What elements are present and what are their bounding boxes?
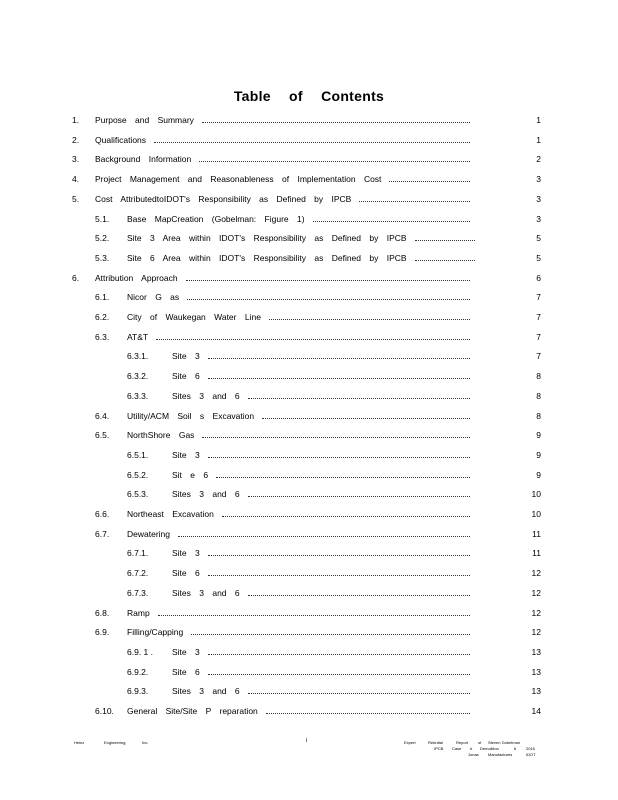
footer-report-title: of xyxy=(478,740,482,745)
toc-leader-dots xyxy=(202,122,470,123)
toc-entry-number: 4. xyxy=(72,174,80,185)
toc-entry-number: 6.5.3. xyxy=(127,489,149,500)
toc-entry-title: Project Management and Reasonableness of Implementation Cost xyxy=(95,174,382,185)
toc-leader-dots xyxy=(222,516,470,517)
toc-leader-dots xyxy=(208,674,470,675)
toc-entry-page: 12 xyxy=(531,607,541,618)
toc-entry-number: 6.3. xyxy=(95,331,110,342)
toc-entry-title: Background Information xyxy=(95,154,192,165)
toc-entry xyxy=(0,647,618,661)
toc-entry-number: 6.9.2. xyxy=(127,666,149,677)
toc-leader-dots xyxy=(248,496,470,497)
toc-leader-dots xyxy=(262,418,470,419)
toc-entry xyxy=(0,233,618,247)
toc-entry-title: Attribution Approach xyxy=(95,272,178,283)
toc-entry-number: 6.7.3. xyxy=(127,587,149,598)
toc-entry-page: 7 xyxy=(536,351,541,362)
toc-entry-page: 3 xyxy=(536,193,541,204)
toc-entry-page: 7 xyxy=(536,312,541,322)
toc-entry-number: 6.8. xyxy=(95,607,110,618)
toc-entry-title: NorthShore Gas xyxy=(127,430,195,441)
toc-entry-number: 6.9.3. xyxy=(127,686,149,697)
toc-entry-number: 2. xyxy=(72,134,80,145)
toc-entry-title: Site 6 xyxy=(172,666,200,677)
toc-entry-number: 6.9. 1 . xyxy=(127,646,153,657)
toc-entry-title: Sites 3 and 6 xyxy=(172,587,240,598)
footer-case: Jonas xyxy=(468,752,479,757)
toc-entry-title: Site 6 Area within IDOT's Responsibility as Defined by IPCB xyxy=(127,252,407,263)
toc-entry-page: 13 xyxy=(531,666,541,677)
footer-report-title: Expert xyxy=(404,740,416,745)
footer-case: IPCB xyxy=(434,746,444,751)
toc-entry xyxy=(0,529,618,543)
toc-entry-number: 3. xyxy=(72,154,80,165)
toc-entry xyxy=(0,667,618,681)
toc-entry-title: Sites 3 and 6 xyxy=(172,686,240,697)
toc-entry xyxy=(0,706,618,720)
toc-leader-dots xyxy=(389,181,470,182)
toc-leader-dots xyxy=(191,634,470,635)
toc-leader-dots xyxy=(208,575,470,576)
toc-leader-dots xyxy=(248,693,470,694)
toc-entry xyxy=(0,411,618,425)
toc-entry-page: 9 xyxy=(536,469,541,480)
toc-entry xyxy=(0,292,618,306)
toc-entry-title: AT&T xyxy=(127,331,149,342)
toc-entry-title: Purpose and Summary xyxy=(95,115,194,125)
toc-entry-title: General Site/Site P reparation xyxy=(127,706,258,716)
toc-entry-page: 7 xyxy=(536,292,541,303)
toc-entry-title: Site 3 Area within IDOT's Responsibility as Defined by IPCB xyxy=(127,233,407,244)
toc-leader-dots xyxy=(156,339,470,340)
toc-entry-title: Cost AttributedtoIDOT's Responsibility as Defined by IPCB xyxy=(95,193,352,204)
toc-entry-title: Sites 3 and 6 xyxy=(172,390,240,401)
toc-entry-page: 3 xyxy=(536,213,541,224)
toc-entry xyxy=(0,489,618,503)
toc-entry xyxy=(0,371,618,385)
toc-entry xyxy=(0,470,618,484)
toc-entry-title: Site 6 xyxy=(172,371,200,382)
toc-leader-dots xyxy=(208,457,470,458)
toc-entry-page: 8 xyxy=(536,410,541,421)
toc-entry xyxy=(0,391,618,405)
toc-leader-dots xyxy=(187,299,470,300)
toc-leader-dots xyxy=(313,221,470,222)
toc-entry-page: 13 xyxy=(531,646,541,657)
footer-case: 2016 xyxy=(526,746,535,751)
footer-case: # xyxy=(470,746,473,751)
toc-entry xyxy=(0,686,618,700)
toc-entry-page: 3 xyxy=(536,174,541,185)
toc-entry xyxy=(0,253,618,267)
toc-entry xyxy=(0,194,618,208)
toc-entry-number: 6.3.2. xyxy=(127,371,149,382)
toc-leader-dots xyxy=(208,555,470,556)
toc-entry-page: 12 xyxy=(531,568,541,579)
toc-entry xyxy=(0,135,618,149)
footer-report-title: Report xyxy=(456,740,469,745)
toc-entry xyxy=(0,312,618,326)
toc-leader-dots xyxy=(186,280,470,281)
footer-company: Engineering, xyxy=(104,740,127,745)
toc-entry xyxy=(0,351,618,365)
toc-entry-title: Ramp xyxy=(127,607,150,618)
toc-entry-page: 1 xyxy=(536,115,541,125)
toc-entry-page: 9 xyxy=(536,449,541,460)
toc-entry-number: 5.2. xyxy=(95,233,110,244)
toc-entry-page: 11 xyxy=(532,548,541,559)
toc-entry-page: 5 xyxy=(536,233,541,244)
footer-report-title: Steven Gobelman xyxy=(488,740,521,745)
toc-leader-dots xyxy=(359,201,470,202)
footer-case: IDOT xyxy=(526,752,536,757)
toc-entry-number: 6.9. xyxy=(95,627,110,638)
toc-entry-page: 14 xyxy=(531,706,541,716)
toc-entry-title: City of Waukegan Water Line xyxy=(127,312,261,322)
toc-leader-dots xyxy=(266,713,470,714)
toc-entry-title: Site 3 xyxy=(172,351,200,362)
toc-entry-number: 5. xyxy=(72,193,80,204)
toc-entry-page: 6 xyxy=(536,272,541,283)
toc-entry-title: Site 6 xyxy=(172,568,200,579)
toc-leader-dots xyxy=(269,319,470,320)
toc-leader-dots xyxy=(202,437,470,438)
toc-entry xyxy=(0,627,618,641)
toc-leader-dots xyxy=(208,654,470,655)
toc-entry-page: 10 xyxy=(531,509,541,519)
toc-entry-title: Northeast Excavation xyxy=(127,509,214,519)
toc-entry-number: 6.2. xyxy=(95,312,110,322)
footer-company: Inc. xyxy=(142,740,149,745)
toc-entry-title: Site 3 xyxy=(172,548,200,559)
toc-entry-title: Site 3 xyxy=(172,646,200,657)
toc-entry-number: 6.5.1. xyxy=(127,449,149,460)
toc-entry-number: 6.6. xyxy=(95,509,110,519)
toc-entry-page: 2 xyxy=(536,154,541,165)
toc-entry-number: 5.3. xyxy=(95,252,110,263)
toc-entry-number: 6.5.2. xyxy=(127,469,149,480)
toc-entry-number: 6.4. xyxy=(95,410,110,421)
toc-entry xyxy=(0,450,618,464)
toc-entry-page: 11 xyxy=(532,528,541,539)
toc-leader-dots xyxy=(178,536,470,537)
toc-entry-number: 1. xyxy=(72,115,80,125)
toc-entry-page: 8 xyxy=(536,371,541,382)
toc-entry-page: 12 xyxy=(531,587,541,598)
toc-leader-dots xyxy=(216,477,470,478)
toc-entry-number: 6.1. xyxy=(95,292,110,303)
toc-entry-title: Base MapCreation (Gobelman: Figure 1) xyxy=(127,213,305,224)
toc-leader-dots xyxy=(415,240,475,241)
toc-entry-number: 6. xyxy=(72,272,80,283)
toc-entry xyxy=(0,115,618,129)
footer-report-title: Rebuttal xyxy=(428,740,443,745)
toc-entry-page: 13 xyxy=(531,686,541,697)
toc-entry-title: Filling/Capping xyxy=(127,627,184,638)
toc-entry-number: 6.5. xyxy=(95,430,110,441)
toc-entry-page: 12 xyxy=(531,627,541,638)
toc-entry-number: 6.7.1. xyxy=(127,548,149,559)
toc-entry xyxy=(0,273,618,287)
toc-leader-dots xyxy=(248,595,470,596)
toc-entry-title: Dewatering xyxy=(127,528,170,539)
toc-entry xyxy=(0,154,618,168)
toc-entry-number: 5.1. xyxy=(95,213,110,224)
toc-entry-page: 1 xyxy=(536,134,541,145)
toc-entry xyxy=(0,588,618,602)
toc-entry-title: Site 3 xyxy=(172,449,200,460)
toc-entry-page: 9 xyxy=(536,430,541,441)
toc-leader-dots xyxy=(208,358,470,359)
toc-entry-title: Nicor G as xyxy=(127,292,180,303)
toc-entry-page: 7 xyxy=(536,331,541,342)
footer-case: Demolition xyxy=(480,746,499,751)
toc-entry xyxy=(0,548,618,562)
toc-entry-number: 6.3.3. xyxy=(127,390,149,401)
toc-entry-title: Sites 3 and 6 xyxy=(172,489,240,500)
footer-company: Heinz xyxy=(74,740,85,745)
toc-entry-page: 5 xyxy=(536,252,541,263)
toc-entry-title: Qualifications xyxy=(95,134,147,145)
footer-case: Case xyxy=(452,746,462,751)
toc-entry-title: Utility/ACM Soil s Excavation xyxy=(127,410,255,421)
footer-page-number: i xyxy=(306,738,308,744)
toc-entry xyxy=(0,174,618,188)
page-footer xyxy=(0,736,618,766)
toc-entry-title: Sit e 6 xyxy=(172,469,209,480)
toc-entry xyxy=(0,430,618,444)
toc-leader-dots xyxy=(158,615,470,616)
page-title: Table of Contents xyxy=(233,88,385,104)
toc-entry-number: 6.3.1. xyxy=(127,351,149,362)
toc-entry-number: 6.7.2. xyxy=(127,568,149,579)
toc-entry xyxy=(0,608,618,622)
toc-leader-dots xyxy=(208,378,470,379)
toc-entry xyxy=(0,214,618,228)
toc-leader-dots xyxy=(248,398,470,399)
toc-leader-dots xyxy=(154,142,470,143)
toc-entry xyxy=(0,509,618,523)
footer-case: 6 xyxy=(514,746,517,751)
toc-leader-dots xyxy=(199,161,470,162)
toc-entry-page: 10 xyxy=(531,489,541,500)
toc-entry-number: 6.10. xyxy=(95,706,114,716)
footer-case: Manufactures xyxy=(488,752,513,757)
toc-entry xyxy=(0,568,618,582)
toc-entry-number: 6.7. xyxy=(95,528,110,539)
toc-entry-page: 8 xyxy=(536,390,541,401)
toc-leader-dots xyxy=(415,260,475,261)
toc-entry xyxy=(0,332,618,346)
